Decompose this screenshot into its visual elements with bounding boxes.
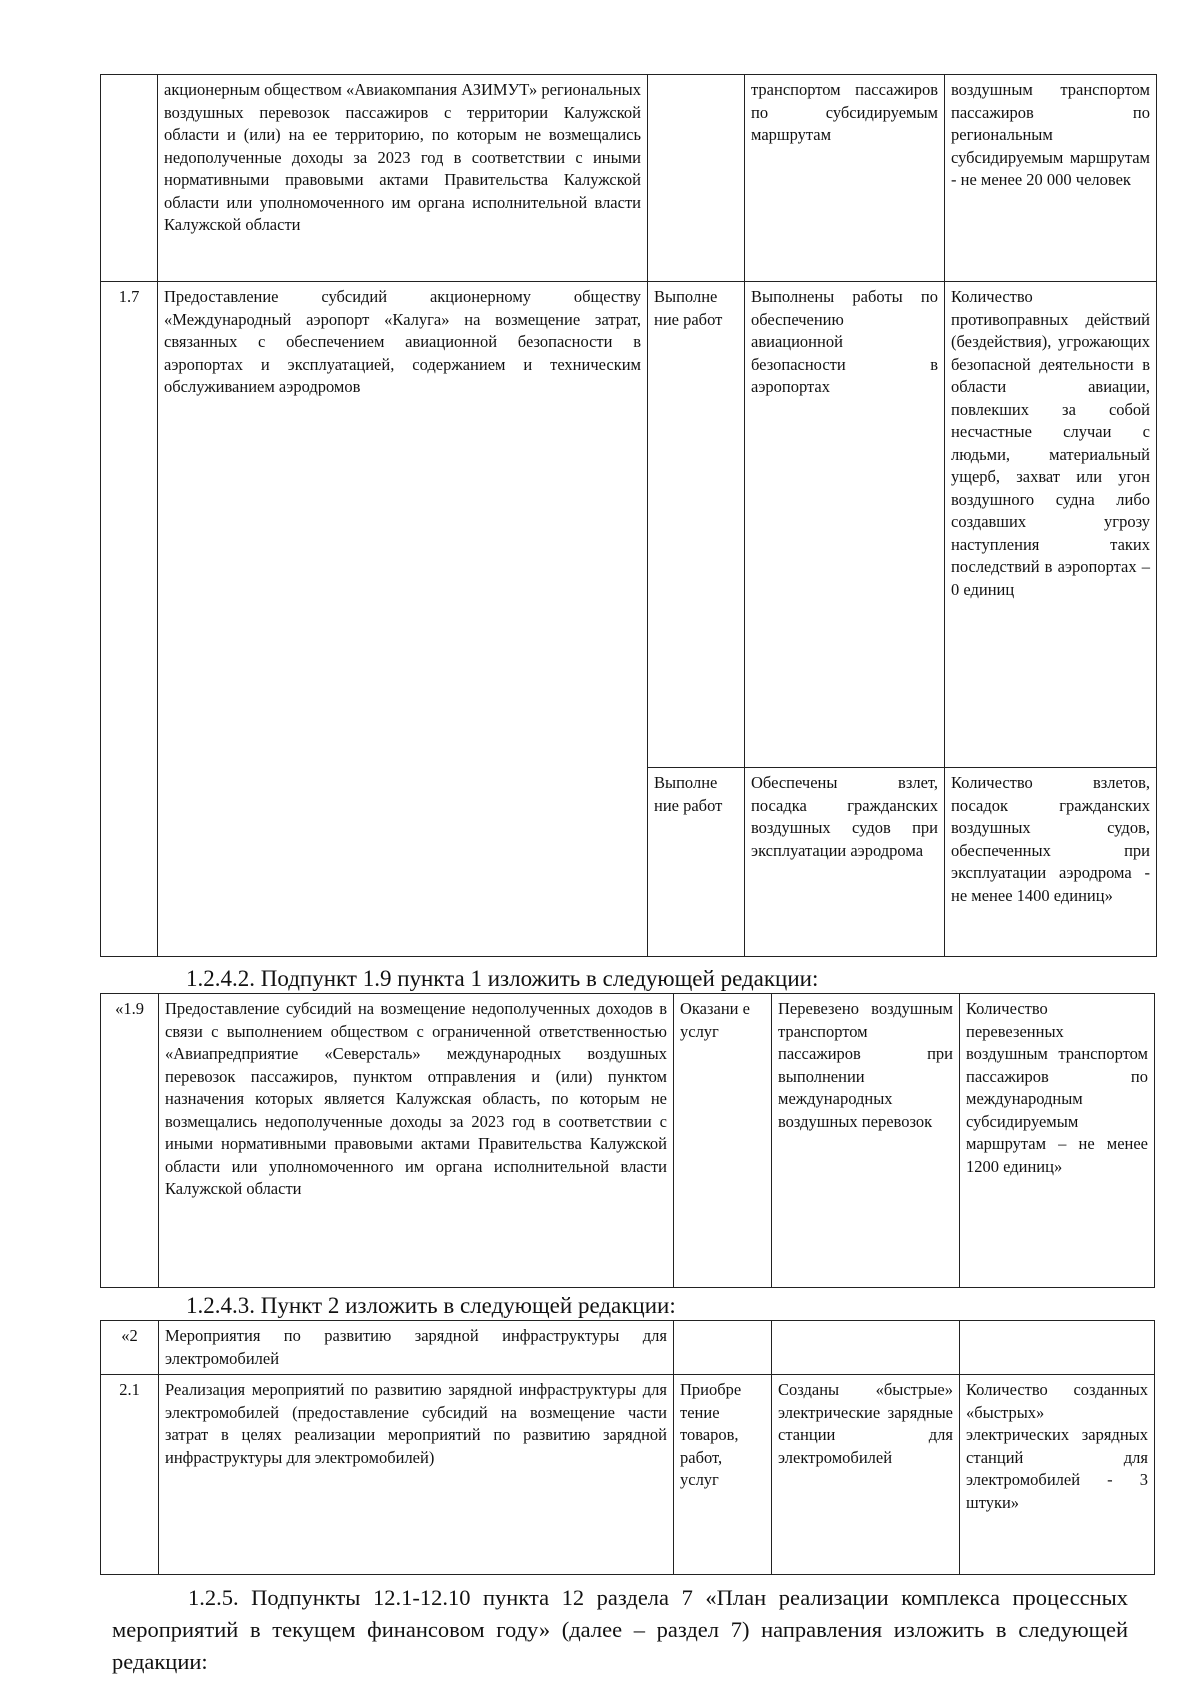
event-type-cell: Оказани е услуг (674, 994, 772, 1288)
table-row (101, 282, 1157, 768)
event-type-cell (648, 75, 745, 282)
event-type-cell: Выполне ние работ (648, 768, 745, 957)
event-result-cell: транспортом пассажиров по субсидируемым маршрутам (745, 75, 945, 282)
paragraph-1-2-5: 1.2.5. Подпункты 12.1-12.10 пункта 12 раздела 7 «План реализации комплекса процессных мероприятий в текущем финансовом году» (далее – раздел 7) направления изложить в следующей редакции: (112, 1585, 1128, 1674)
event-result-cell: Перевезено воздушным транспортом пассажиров при выполнении международных воздушных перевозок (772, 994, 960, 1288)
table-row (101, 1375, 1155, 1575)
table-2 (100, 993, 1155, 1288)
event-type-cell (674, 1321, 772, 1375)
event-indicator-cell: Количество взлетов, посадок гражданских воздушных судов, обеспеченных при эксплуатации аэродрома - не менее 1400 единиц» (945, 768, 1157, 957)
event-description-cell: Мероприятия по развитию зарядной инфраструктуры для электромобилей (159, 1321, 674, 1375)
row-number-cell: «2 (101, 1321, 159, 1375)
event-description-cell: Реализация мероприятий по развитию зарядной инфраструктуры для электромобилей (предоставление субсидий на возмещение части затрат в целях реализации мероприятий по развитию зарядной инфраструктуры для электромобилей) (159, 1375, 674, 1575)
table-3 (100, 1320, 1155, 1575)
event-result-cell: Созданы «быстрые» электрические зарядные станции для электромобилей (772, 1375, 960, 1575)
row-number-cell: 2.1 (101, 1375, 159, 1575)
event-result-cell: Выполнены работы по обеспечению авиационной безопасности в аэропортах (745, 282, 945, 768)
row-number-cell: 1.7 (101, 282, 158, 957)
event-description-cell: акционерным обществом «Авиакомпания АЗИМУТ» региональных воздушных перевозок пассажиров с территории Калужской области и (или) на ее территорию, по которым не возмещались недополученные доходы за 2023 год в соответствии с иными нормативными правовыми актами Правительства Калужской области или уполномоченного им органа исполнительной власти Калужской области (158, 75, 648, 282)
row-number-cell (101, 75, 158, 282)
event-description-cell: Предоставление субсидий акционерному обществу «Международный аэропорт «Калуга» на возмещение затрат, связанных с обеспечением авиационной безопасности в аэропортах и эксплуатацией, содержанием и техническим обслуживанием аэродромов (158, 282, 648, 957)
event-indicator-cell: Количество созданных «быстрых» электрических зарядных станций для электромобилей - 3 штуки» (960, 1375, 1155, 1575)
table-row (101, 1321, 1155, 1375)
section-heading-1-2-4-3: 1.2.4.3. Пункт 2 изложить в следующей редакции: (186, 1293, 676, 1318)
event-indicator-cell: Количество перевезенных воздушным транспортом пассажиров по международным субсидируемым маршрутам – не менее 1200 единиц» (960, 994, 1155, 1288)
table-row (101, 994, 1155, 1288)
row-number-cell: «1.9 (101, 994, 159, 1288)
event-type-cell: Приобре тение товаров, работ, услуг (674, 1375, 772, 1575)
event-type-cell: Выполне ние работ (648, 282, 745, 768)
event-result-cell: Обеспечены взлет, посадка гражданских воздушных судов при эксплуатации аэродрома (745, 768, 945, 957)
section-heading-1-2-4-2: 1.2.4.2. Подпункт 1.9 пункта 1 изложить в следующей редакции: (186, 966, 819, 991)
event-indicator-cell (960, 1321, 1155, 1375)
event-result-cell (772, 1321, 960, 1375)
event-indicator-cell: Количество противоправных действий (бездействия), угрожающих безопасной деятельности в области авиации, повлекших за собой несчастные случаи с людьми, материальный ущерб, захват или угон воздушного судна либо создавших угрозу наступления таких последствий в аэропортах – 0 единиц (945, 282, 1157, 768)
table-row (101, 75, 1157, 282)
table-1 (100, 74, 1157, 957)
event-description-cell: Предоставление субсидий на возмещение недополученных доходов в связи с выполнением обществом с ограниченной ответственностью «Авиапредприятие «Северсталь» международных воздушных перевозок пассажиров, пунктом отправления и (или) пунктом назначения которых является Калужская область, по которым не возмещались недополученные доходы за 2023 год в соответствии с иными нормативными правовыми актами Правительства Калужской области или уполномоченного им органа исполнительной власти Калужской области (159, 994, 674, 1288)
event-indicator-cell: воздушным транспортом пассажиров по региональным субсидируемым маршрутам - не менее 20 000 человек (945, 75, 1157, 282)
